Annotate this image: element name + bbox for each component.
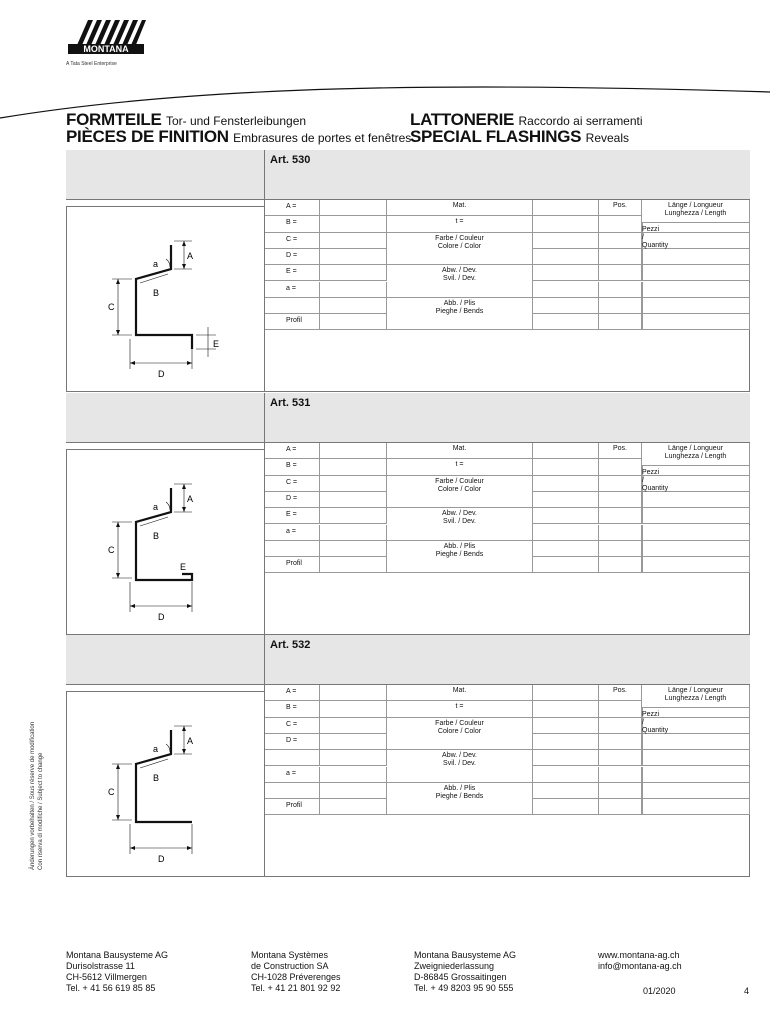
dim-label-a: a = xyxy=(265,282,320,298)
mat-label: Mat. xyxy=(387,200,533,216)
pos-input[interactable] xyxy=(599,265,642,281)
section-art-530 xyxy=(66,150,750,392)
dim-value-input[interactable] xyxy=(320,718,387,734)
pos-input[interactable] xyxy=(599,783,642,799)
mat-value-input[interactable] xyxy=(533,249,599,265)
pos-header: Pos. xyxy=(599,685,642,701)
dim-mark-B: B xyxy=(153,288,160,298)
header-band-left xyxy=(66,393,265,443)
mat-value-input[interactable] xyxy=(533,799,599,815)
dim-label-a: a = xyxy=(265,767,320,783)
dim-value-input[interactable] xyxy=(320,314,387,330)
color-label: Farbe / Couleur Colore / Color xyxy=(387,233,533,266)
pos-input[interactable] xyxy=(599,459,642,475)
length-input[interactable] xyxy=(642,249,750,265)
dim-label-blank xyxy=(265,750,320,766)
order-grid xyxy=(265,200,750,331)
subtitle-right-1: Raccordo ai serramenti xyxy=(518,114,643,128)
dim-value-input[interactable] xyxy=(320,298,387,314)
mat-value-input[interactable] xyxy=(533,282,599,298)
length-header: Länge / Longueur Lunghezza / Length xyxy=(642,200,750,223)
dim-value-input[interactable] xyxy=(320,282,387,298)
title-left-1: FORMTEILE Tor- und Fensterleibungen xyxy=(66,110,307,129)
mat-value-input[interactable] xyxy=(533,492,599,508)
subtitle-left-2: Embrasures de portes et fenêtres xyxy=(233,131,412,145)
pos-input[interactable] xyxy=(599,298,642,314)
bends-label: Abb. / Plis Pieghe / Bends xyxy=(387,298,533,331)
mat-value-input[interactable] xyxy=(533,443,599,459)
mat-label: Mat. xyxy=(387,685,533,701)
dim-label-D: D = xyxy=(265,734,320,750)
email-link[interactable]: info@montana-ag.ch xyxy=(598,961,682,971)
sub-band xyxy=(66,685,265,692)
length-input[interactable] xyxy=(642,508,750,524)
dim-label-E: E = xyxy=(265,265,320,281)
dim-label-profil: Profil xyxy=(265,557,320,573)
pos-input[interactable] xyxy=(599,541,642,557)
pos-input[interactable] xyxy=(599,767,642,783)
mat-value-input[interactable] xyxy=(533,541,599,557)
pos-input[interactable] xyxy=(599,216,642,232)
footer-col-3: Montana Bausysteme AG Zweigniederlassung D-86845 Grossaitingen Tel. + 49 8203 95 90 555 xyxy=(414,950,517,993)
pos-input[interactable] xyxy=(599,508,642,524)
dim-label-A: A = xyxy=(265,200,320,216)
mat-value-input[interactable] xyxy=(533,314,599,330)
dim-mark-A: A xyxy=(187,494,194,504)
dim-mark-a: a xyxy=(153,502,159,512)
subtitle-left-1: Tor- und Fensterleibungen xyxy=(165,114,307,128)
dim-mark-C: C xyxy=(108,545,115,555)
dim-label-blank xyxy=(265,541,320,557)
dim-mark-a: a xyxy=(153,744,159,754)
header-band-left xyxy=(66,150,265,200)
dim-label-blank xyxy=(265,783,320,799)
dim-label-A: A = xyxy=(265,443,320,459)
dim-value-input[interactable] xyxy=(320,750,387,766)
quantity-header: Pezzi / Quantity xyxy=(642,443,643,466)
mat-value-input[interactable] xyxy=(533,298,599,314)
dim-label-C: C = xyxy=(265,233,320,249)
length-input[interactable] xyxy=(642,525,750,541)
profile-drawing-532 xyxy=(66,692,265,877)
mat-value-input[interactable] xyxy=(533,685,599,701)
footer-col-2: Montana Systèmes de Construction SA CH-1028 Préverenges Tel. + 41 21 801 92 92 xyxy=(251,950,341,993)
profile-drawing-531 xyxy=(66,450,265,635)
length-header: Länge / Longueur Lunghezza / Length xyxy=(642,443,750,466)
mat-value-input[interactable] xyxy=(533,216,599,232)
dim-value-input[interactable] xyxy=(320,701,387,717)
bends-label: Abb. / Plis Pieghe / Bends xyxy=(387,783,533,816)
dim-value-input[interactable] xyxy=(320,541,387,557)
section-art-532 xyxy=(66,635,750,877)
mat-value-input[interactable] xyxy=(533,265,599,281)
dim-label-B: B = xyxy=(265,216,320,232)
bends-label: Abb. / Plis Pieghe / Bends xyxy=(387,541,533,574)
length-header: Länge / Longueur Lunghezza / Length xyxy=(642,685,750,708)
mat-value-input[interactable] xyxy=(533,767,599,783)
mat-value-input[interactable] xyxy=(533,718,599,734)
length-input[interactable] xyxy=(642,541,750,557)
dim-mark-D: D xyxy=(158,612,165,622)
length-input[interactable] xyxy=(642,767,750,783)
dim-label-D: D = xyxy=(265,492,320,508)
logo-text: MONTANA xyxy=(83,44,129,54)
deviation-label: Abw. / Dev. Svil. / Dev. xyxy=(387,508,533,541)
pos-input[interactable] xyxy=(599,525,642,541)
pos-input[interactable] xyxy=(599,557,642,573)
length-input[interactable] xyxy=(642,314,750,330)
section-title: Art. 531 xyxy=(270,397,311,409)
dim-value-input[interactable] xyxy=(320,249,387,265)
footer-date: 01/2020 xyxy=(643,986,676,996)
title-left-2: PIÈCES DE FINITION Embrasures de portes et fenêtres xyxy=(66,127,412,146)
dim-value-input[interactable] xyxy=(320,799,387,815)
length-input[interactable] xyxy=(642,265,750,281)
dim-label-C: C = xyxy=(265,718,320,734)
dim-mark-E: E xyxy=(180,562,187,572)
mat-value-input[interactable] xyxy=(533,557,599,573)
sub-band xyxy=(66,443,265,450)
dim-label-A: A = xyxy=(265,685,320,701)
pos-input[interactable] xyxy=(599,282,642,298)
mat-value-input[interactable] xyxy=(533,783,599,799)
pos-input[interactable] xyxy=(599,233,642,249)
dim-value-input[interactable] xyxy=(320,265,387,281)
length-input[interactable] xyxy=(642,557,750,573)
section-title: Art. 532 xyxy=(270,639,311,651)
pos-input[interactable] xyxy=(599,799,642,815)
section-art-531 xyxy=(66,393,750,635)
tagline: A Tata Steel Enterprise xyxy=(66,61,117,67)
sub-band xyxy=(66,200,265,207)
dim-mark-B: B xyxy=(153,773,160,783)
title-right-1: LATTONERIE Raccordo ai serramenti xyxy=(410,110,643,129)
dim-label-a: a = xyxy=(265,525,320,541)
dim-mark-E: E xyxy=(213,339,220,349)
length-input[interactable] xyxy=(642,750,750,766)
deviation-label: Abw. / Dev. Svil. / Dev. xyxy=(387,750,533,783)
length-input[interactable] xyxy=(642,799,750,815)
pos-input[interactable] xyxy=(599,750,642,766)
website-link[interactable]: www.montana-ag.ch xyxy=(598,950,680,960)
footer-col-1: Montana Bausysteme AG Durisolstrasse 11 CH-5612 Villmergen Tel. + 41 56 619 85 85 xyxy=(66,950,169,993)
dim-value-input[interactable] xyxy=(320,492,387,508)
title-right-2: SPECIAL FLASHINGS Reveals xyxy=(410,127,630,146)
dim-value-input[interactable] xyxy=(320,525,387,541)
dim-value-input[interactable] xyxy=(320,557,387,573)
t-label: t = xyxy=(387,701,533,717)
pos-input[interactable] xyxy=(599,734,642,750)
mat-label: Mat. xyxy=(387,443,533,459)
profile-drawing-530 xyxy=(66,207,265,392)
header-band-right xyxy=(265,635,750,685)
subtitle-right-2: Reveals xyxy=(585,131,630,145)
quantity-header: Pezzi / Quantity xyxy=(642,200,643,223)
deviation-label: Abw. / Dev. Svil. / Dev. xyxy=(387,265,533,298)
dim-mark-D: D xyxy=(158,854,165,864)
dim-value-input[interactable] xyxy=(320,200,387,216)
dim-value-input[interactable] xyxy=(320,216,387,232)
pos-input[interactable] xyxy=(599,718,642,734)
dim-label-B: B = xyxy=(265,459,320,475)
length-input[interactable] xyxy=(642,492,750,508)
pos-input[interactable] xyxy=(599,476,642,492)
page-number: 4 xyxy=(744,986,750,996)
pos-input[interactable] xyxy=(599,314,642,330)
dim-label-profil: Profil xyxy=(265,314,320,330)
mat-value-input[interactable] xyxy=(533,233,599,249)
dim-value-input[interactable] xyxy=(320,459,387,475)
color-label: Farbe / Couleur Colore / Color xyxy=(387,476,533,509)
length-input[interactable] xyxy=(642,734,750,750)
dim-mark-A: A xyxy=(187,736,194,746)
length-input[interactable] xyxy=(642,282,750,298)
pos-input[interactable] xyxy=(599,249,642,265)
dim-label-B: B = xyxy=(265,701,320,717)
header-band-right xyxy=(265,150,750,200)
mat-value-input[interactable] xyxy=(533,200,599,216)
dim-value-input[interactable] xyxy=(320,783,387,799)
t-label: t = xyxy=(387,216,533,232)
dim-value-input[interactable] xyxy=(320,685,387,701)
quantity-header: Pezzi / Quantity xyxy=(642,685,643,708)
order-grid xyxy=(265,685,750,816)
side-note: Änderungen vorbehalten / Sous réserve de modification Con riserva di modifiche / Subject to change xyxy=(30,721,44,870)
mat-value-input[interactable] xyxy=(533,750,599,766)
mat-value-input[interactable] xyxy=(533,508,599,524)
dim-value-input[interactable] xyxy=(320,233,387,249)
dim-label-E: E = xyxy=(265,508,320,524)
dim-mark-C: C xyxy=(108,302,115,312)
dim-label-blank xyxy=(265,298,320,314)
header-band-left xyxy=(66,635,265,685)
length-input[interactable] xyxy=(642,783,750,799)
color-label: Farbe / Couleur Colore / Color xyxy=(387,718,533,751)
dim-mark-a: a xyxy=(153,259,159,269)
order-grid xyxy=(265,443,750,574)
header-band-right xyxy=(265,393,750,443)
dim-value-input[interactable] xyxy=(320,767,387,783)
dim-value-input[interactable] xyxy=(320,476,387,492)
mat-value-input[interactable] xyxy=(533,734,599,750)
pos-input[interactable] xyxy=(599,701,642,717)
dim-value-input[interactable] xyxy=(320,443,387,459)
pos-input[interactable] xyxy=(599,492,642,508)
mat-value-input[interactable] xyxy=(533,525,599,541)
dim-label-profil: Profil xyxy=(265,799,320,815)
mat-value-input[interactable] xyxy=(533,459,599,475)
t-label: t = xyxy=(387,459,533,475)
dim-value-input[interactable] xyxy=(320,508,387,524)
section-title: Art. 530 xyxy=(270,154,311,166)
dim-mark-B: B xyxy=(153,531,160,541)
mat-value-input[interactable] xyxy=(533,476,599,492)
pos-header: Pos. xyxy=(599,200,642,216)
dim-label-C: C = xyxy=(265,476,320,492)
mat-value-input[interactable] xyxy=(533,701,599,717)
dim-mark-A: A xyxy=(187,251,194,261)
dim-mark-C: C xyxy=(108,787,115,797)
montana-logo xyxy=(66,18,146,60)
dim-mark-D: D xyxy=(158,369,165,379)
dim-value-input[interactable] xyxy=(320,734,387,750)
footer-col-4 xyxy=(598,950,682,972)
dim-label-D: D = xyxy=(265,249,320,265)
pos-header: Pos. xyxy=(599,443,642,459)
length-input[interactable] xyxy=(642,298,750,314)
